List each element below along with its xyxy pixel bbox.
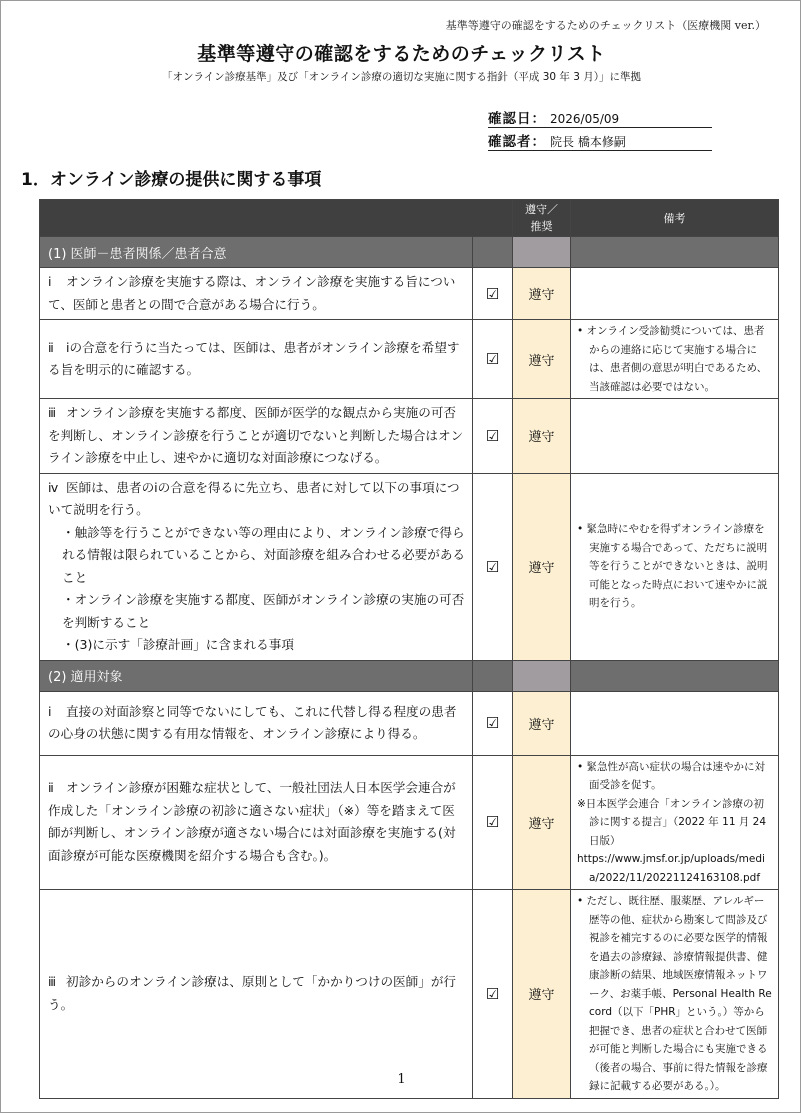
note-line: ※日本医学会連合「オンライン診療の初診に関する提言」（2022 年 11 月 24 日版）	[577, 797, 767, 847]
compliance-status: 遵守	[513, 320, 571, 399]
item-bullet: ・触診等を行うことができない等の理由により、オンライン診療で得られる情報は限られていることから、対面診療を組み合わせる必要があること	[62, 524, 465, 585]
checklist-row	[40, 320, 779, 399]
notes-cell	[571, 691, 779, 755]
item-number: ⅰ	[48, 274, 52, 289]
item-number: ⅱ	[48, 339, 54, 355]
group-spacer	[473, 660, 513, 691]
note-line: • オンライン受診勧奨については、患者からの連絡に応じて実施する場合には、患者側の意思が明白であるため、当該確認は必要ではない。	[577, 325, 768, 393]
header-notes: 備考	[571, 200, 779, 237]
notes-cell	[571, 399, 779, 474]
notes-cell	[571, 320, 779, 399]
item-text: ⅰの合意を行うに当たっては、医師は、患者がオンライン診療を希望する旨を明示的に確認する。	[48, 339, 460, 377]
compliance-status: 遵守	[513, 890, 571, 1099]
group-title: (1) 医師－患者関係／患者合意	[40, 237, 473, 268]
checkbox-checked-icon[interactable]: ☑	[473, 755, 513, 890]
item-number: ⅲ	[48, 974, 57, 990]
document-title: 基準等遵守の確認をするためのチェックリスト	[197, 43, 606, 65]
checkbox-checked-icon[interactable]: ☑	[473, 268, 513, 320]
group-notes-cell	[571, 237, 779, 268]
notes-cell	[571, 473, 779, 660]
item-text: オンライン診療が困難な症状として、一般社団法人日本医学会連合が作成した「オンライン診療の初診に適さない症状」（※）等を踏まえて医師が判断し、オンライン診療が適さない場合には対面診療を実施する(対面診療が可能な医療機関を紹介する場合も含む。)。	[48, 780, 456, 863]
group-row	[40, 237, 779, 268]
item-bullet: ・オンライン診療を実施する都度、医師がオンライン診療の実施の可否を判断すること	[62, 592, 465, 630]
item-text: オンライン診療を実施する都度、医師が医学的な観点から実施の可否を判断し、オンライン診療を行うことが適切でないと判断した場合はオンライン診療を中止し、速やかに適切な対面診療につなげる。	[48, 405, 464, 465]
notes-cell	[571, 268, 779, 320]
group-row	[40, 660, 779, 691]
notes-cell	[571, 890, 779, 1099]
item-text-cell	[40, 691, 473, 755]
checklist-row	[40, 691, 779, 755]
item-text: 直接の対面診察と同等でないにしても、これに代替し得る程度の患者の心身の状態に関する有用な情報を、オンライン診療により得る。	[48, 703, 457, 741]
confirm-person-label: 確認者：	[488, 134, 546, 150]
item-text-cell	[40, 890, 473, 1099]
section-heading: 1．オンライン診療の提供に関する事項	[21, 170, 322, 190]
group-notes-cell	[571, 660, 779, 691]
confirm-person-line	[488, 130, 712, 151]
checkbox-checked-icon[interactable]: ☑	[473, 399, 513, 474]
note-line: • 緊急性が高い症状の場合は速やかに対面受診を促す。	[577, 760, 766, 791]
document-subtitle: 「オンライン診療基準」及び「オンライン診療の適切な実施に関する指針（平成 30 年 3 月）」に準拠	[161, 71, 641, 83]
compliance-status: 遵守	[513, 755, 571, 890]
group-title: (2) 適用対象	[40, 660, 473, 691]
item-number: ⅳ	[48, 479, 59, 495]
item-text-cell	[40, 320, 473, 399]
compliance-status: 遵守	[513, 473, 571, 660]
item-number: ⅰ	[48, 703, 52, 719]
header-status: 遵守／ 推奨	[513, 200, 571, 237]
note-line: https://www.jmsf.or.jp/uploads/media/2022/11/20221124163108.pdf	[577, 853, 765, 884]
checkbox-checked-icon[interactable]: ☑	[473, 890, 513, 1099]
note-line: • 緊急時にやむを得ずオンライン診療を実施する場合であって、ただちに説明等を行うことができないときは、説明可能となった時点において速やかに説明を行う。	[577, 523, 768, 610]
item-text-cell	[40, 399, 473, 474]
table-header-row	[40, 200, 779, 237]
item-text-cell	[40, 473, 473, 660]
header-empty-cell	[40, 200, 513, 237]
item-bullet: ・(3)に示す「診療計画」に含まれる事項	[62, 637, 294, 652]
compliance-status: 遵守	[513, 399, 571, 474]
notes-cell	[571, 755, 779, 890]
page-number: 1	[397, 1072, 406, 1087]
checklist-row	[40, 473, 779, 660]
group-status-cell	[513, 237, 571, 268]
confirm-date-label: 確認日：	[488, 111, 546, 127]
item-text: 医師は、患者のⅰの合意を得るに先立ち、患者に対して以下の事項について説明を行う。	[48, 479, 460, 517]
checklist-row	[40, 890, 779, 1099]
item-text-cell	[40, 268, 473, 320]
item-text-cell	[40, 755, 473, 890]
confirm-person-value: 院長 橋本修嗣	[550, 135, 626, 149]
item-text: オンライン診療を実施する際は、オンライン診療を実施する旨について、医師と患者との間で合意がある場合に行う。	[48, 274, 456, 312]
running-header: 基準等遵守の確認をするためのチェックリスト（医療機関 ver.）	[445, 19, 766, 32]
checkbox-checked-icon[interactable]: ☑	[473, 473, 513, 660]
item-text: 初診からのオンライン診療は、原則として「かかりつけの医師」が行う。	[48, 974, 457, 1012]
checklist-row	[40, 268, 779, 320]
checklist-row	[40, 755, 779, 890]
note-line: • ただし、既往歴、服薬歴、アレルギー歴等の他、症状から勘案して問診及び視診を補完するのに必要な医学的情報を過去の診療録、診療情報提供書、健康診断の結果、地域医療情報ネットワーク、お薬手帳、Personal Health Record（以下「PHR」という。）等から把握でき、患者の症状と合わせて医師が可能と判断した場合にも実施できる（後者の場合、事前に得た情報を診療録に記載する必要がある。）。	[577, 895, 772, 1092]
group-status-cell	[513, 660, 571, 691]
item-number: ⅱ	[48, 780, 54, 796]
group-spacer	[473, 237, 513, 268]
item-number: ⅲ	[48, 405, 57, 420]
checklist-table	[39, 199, 779, 1099]
compliance-status: 遵守	[513, 691, 571, 755]
confirm-date-value: 2026/05/09	[550, 112, 620, 126]
checkbox-checked-icon[interactable]: ☑	[473, 691, 513, 755]
confirm-date-line	[488, 107, 712, 128]
checkbox-checked-icon[interactable]: ☑	[473, 320, 513, 399]
compliance-status: 遵守	[513, 268, 571, 320]
checklist-row	[40, 399, 779, 474]
